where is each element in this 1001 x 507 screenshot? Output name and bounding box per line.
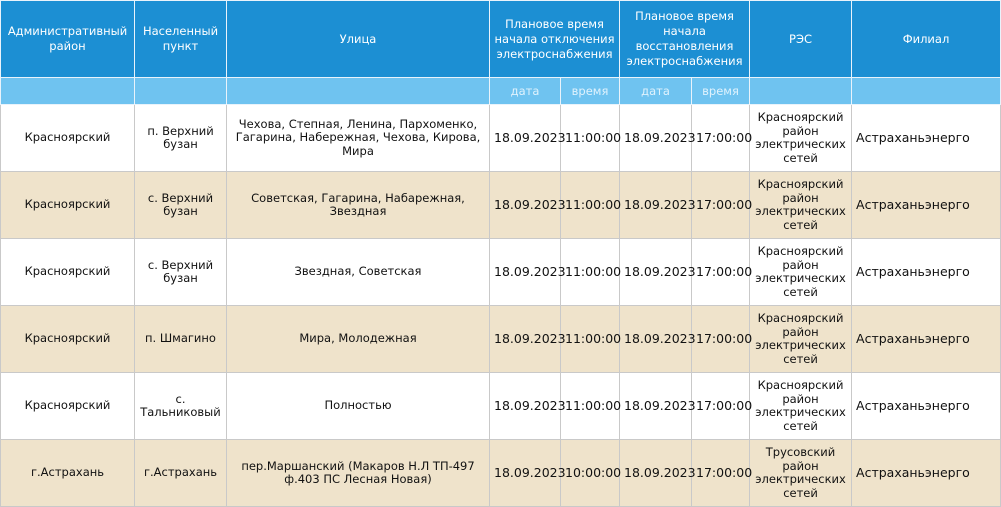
header-admin-district[interactable]: Административный район: [1, 1, 135, 78]
cell-res: Красноярский район электрических сетей: [750, 172, 852, 239]
cell-off-date: 18.09.2023: [490, 239, 561, 306]
cell-branch: Астраханьэнерго: [852, 306, 1001, 373]
header-street[interactable]: Улица: [227, 1, 490, 78]
cell-settlement: п. Верхний бузан: [135, 105, 227, 172]
header-settlement[interactable]: Населенный пункт: [135, 1, 227, 78]
cell-settlement: с. Тальниковый: [135, 373, 227, 440]
cell-settlement: с. Верхний бузан: [135, 239, 227, 306]
cell-off-date: 18.09.2023: [490, 172, 561, 239]
table-header: [1, 1, 1001, 105]
cell-res: Красноярский район электрических сетей: [750, 373, 852, 440]
table-body: [1, 105, 1001, 507]
cell-on-date: 18.09.2023: [620, 172, 692, 239]
subheader-blank: [1, 78, 135, 105]
cell-res: Трусовский район электрических сетей: [750, 440, 852, 507]
cell-res: Красноярский район электрических сетей: [750, 239, 852, 306]
cell-off-date: 18.09.2023: [490, 105, 561, 172]
subheader-off-time[interactable]: время: [561, 78, 620, 105]
cell-street: Советская, Гагарина, Набарежная, Звездная: [227, 172, 490, 239]
cell-on-time: 17:00:00: [692, 373, 750, 440]
cell-off-time: 11:00:00: [561, 306, 620, 373]
cell-off-time: 11:00:00: [561, 239, 620, 306]
cell-branch: Астраханьэнерго: [852, 105, 1001, 172]
cell-off-date: 18.09.2023: [490, 440, 561, 507]
cell-on-date: 18.09.2023: [620, 239, 692, 306]
cell-branch: Астраханьэнерго: [852, 172, 1001, 239]
cell-settlement: п. Шмагино: [135, 306, 227, 373]
subheader-on-date[interactable]: дата: [620, 78, 692, 105]
cell-district: г.Астрахань: [1, 440, 135, 507]
header-off-time[interactable]: Плановое время начала отключения электроснабжения: [490, 1, 620, 78]
cell-on-time: 17:00:00: [692, 306, 750, 373]
cell-on-time: 17:00:00: [692, 172, 750, 239]
cell-on-date: 18.09.2023: [620, 105, 692, 172]
table-row: [1, 373, 1001, 440]
subheader-off-date[interactable]: дата: [490, 78, 561, 105]
cell-district: Красноярский: [1, 239, 135, 306]
cell-district: Красноярский: [1, 306, 135, 373]
table-row: [1, 440, 1001, 507]
cell-res: Красноярский район электрических сетей: [750, 306, 852, 373]
cell-off-date: 18.09.2023: [490, 373, 561, 440]
subheader-on-time[interactable]: время: [692, 78, 750, 105]
subheader-blank: [135, 78, 227, 105]
header-on-time[interactable]: Плановое время начала восстановления электроснабжения: [620, 1, 750, 78]
header-branch[interactable]: Филиал: [852, 1, 1001, 78]
cell-district: Красноярский: [1, 172, 135, 239]
cell-branch: Астраханьэнерго: [852, 440, 1001, 507]
table-row: [1, 306, 1001, 373]
cell-on-date: 18.09.2023: [620, 440, 692, 507]
cell-off-time: 11:00:00: [561, 373, 620, 440]
header-row: [1, 1, 1001, 78]
cell-street: Чехова, Степная, Ленина, Пархоменко, Гагарина, Набережная, Чехова, Кирова, Мира: [227, 105, 490, 172]
cell-off-time: 11:00:00: [561, 172, 620, 239]
cell-on-time: 17:00:00: [692, 239, 750, 306]
table-row: [1, 172, 1001, 239]
subheader-blank: [750, 78, 852, 105]
cell-district: Красноярский: [1, 373, 135, 440]
cell-street: Звездная, Советская: [227, 239, 490, 306]
cell-branch: Астраханьэнерго: [852, 239, 1001, 306]
subheader-blank: [227, 78, 490, 105]
subheader-row: [1, 78, 1001, 105]
cell-on-date: 18.09.2023: [620, 306, 692, 373]
table-row: [1, 105, 1001, 172]
cell-district: Красноярский: [1, 105, 135, 172]
cell-settlement: с. Верхний бузан: [135, 172, 227, 239]
cell-on-date: 18.09.2023: [620, 373, 692, 440]
subheader-blank: [852, 78, 1001, 105]
header-res[interactable]: РЭС: [750, 1, 852, 78]
cell-res: Красноярский район электрических сетей: [750, 105, 852, 172]
cell-off-time: 11:00:00: [561, 105, 620, 172]
cell-off-time: 10:00:00: [561, 440, 620, 507]
cell-street: Мира, Молодежная: [227, 306, 490, 373]
cell-on-time: 17:00:00: [692, 440, 750, 507]
table-row: [1, 239, 1001, 306]
cell-on-time: 17:00:00: [692, 105, 750, 172]
cell-street: Полностью: [227, 373, 490, 440]
cell-street: пер.Маршанский (Макаров Н.Л ТП-497 ф.403 ПС Лесная Новая): [227, 440, 490, 507]
cell-off-date: 18.09.2023: [490, 306, 561, 373]
cell-branch: Астраханьэнерго: [852, 373, 1001, 440]
cell-settlement: г.Астрахань: [135, 440, 227, 507]
